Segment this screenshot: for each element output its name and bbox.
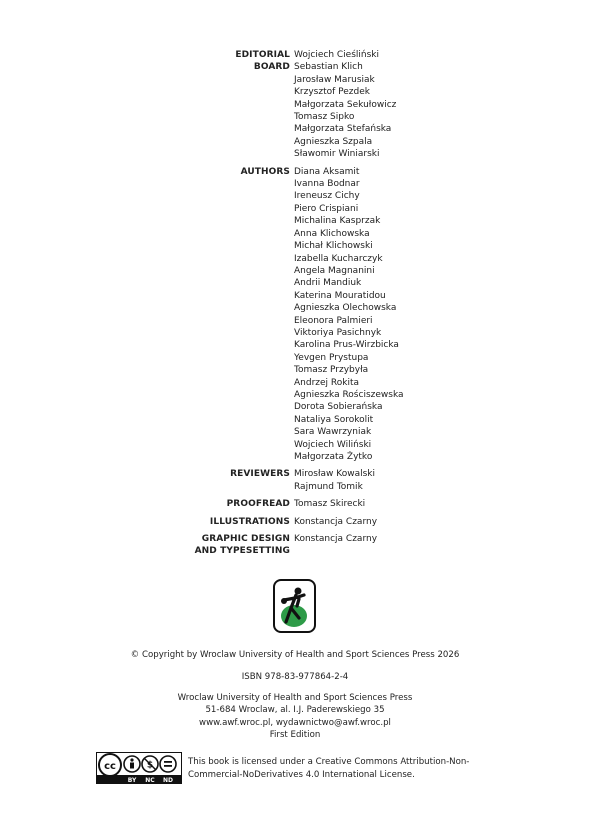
- credit-section: [0, 533, 590, 558]
- credits-block: [0, 49, 590, 563]
- person-name: Ivanna Bodnar: [294, 179, 360, 190]
- person-name: Agnieszka Rościszewska: [294, 389, 404, 400]
- cc-icon: [99, 754, 121, 776]
- person-name: Wojciech Wiliński: [294, 439, 372, 450]
- credit-section: [0, 516, 590, 528]
- section-label-line: AUTHORS: [240, 166, 290, 177]
- person-name: Rajmund Tomik: [294, 481, 363, 492]
- person-name: Karolina Prus-Wirzbicka: [294, 340, 399, 351]
- person-name: Eleonora Palmieri: [294, 315, 373, 326]
- person-name: Angela Magnanini: [294, 265, 375, 276]
- person-name: Jarosław Marusiak: [294, 74, 375, 85]
- by-icon: [124, 756, 140, 772]
- person-name: Tomasz Sipko: [294, 112, 355, 123]
- credit-section: [0, 49, 590, 161]
- edition-text: First Edition: [269, 729, 321, 740]
- section-label-line: AND TYPESETTING: [194, 546, 290, 557]
- person-name: Sławomir Winiarski: [294, 149, 380, 160]
- person-name: Konstancja Czarny: [294, 516, 378, 527]
- person-name: Małgorzata Żytko: [294, 452, 373, 462]
- person-name: Krzysztof Pezdek: [294, 87, 370, 98]
- person-name: Izabella Kucharczyk: [294, 253, 383, 264]
- person-name: Mirosław Kowalski: [294, 469, 375, 480]
- svg-text:ND: ND: [162, 777, 174, 784]
- person-name: Dorota Sobierańska: [294, 402, 383, 413]
- credit-section: [0, 498, 590, 510]
- license-line-2: Commercial-NoDerivatives 4.0 International License.: [188, 769, 415, 780]
- section-label-line: BOARD: [253, 62, 290, 73]
- person-name: Piero Crispiani: [294, 203, 359, 214]
- nd-icon: [160, 756, 176, 772]
- person-name: Katerina Mouratidou: [294, 290, 386, 301]
- person-name: Agnieszka Szpala: [294, 136, 373, 147]
- cc-license-badge: [96, 752, 182, 784]
- section-label: [0, 498, 294, 510]
- section-label: [0, 468, 294, 493]
- license-text: [188, 756, 518, 781]
- section-label: [0, 166, 294, 464]
- press-name: Wroclaw University of Health and Sport Sciences Press: [177, 693, 413, 703]
- person-name: Michał Klichowski: [294, 241, 373, 252]
- svg-text:cc: cc: [104, 761, 116, 772]
- person-name: Andrii Mandiuk: [294, 278, 362, 289]
- nc-icon: [142, 756, 158, 772]
- person-name: Michalina Kasprzak: [294, 216, 381, 227]
- person-name: Małgorzata Sekułowicz: [294, 99, 397, 110]
- section-label-line: GRAPHIC DESIGN: [201, 534, 290, 545]
- person-name: Diana Aksamit: [294, 166, 360, 177]
- person-name: Nataliya Sorokolit: [294, 414, 374, 425]
- person-name: Tomasz Skirecki: [294, 499, 366, 510]
- copyright-text: © Copyright by Wroclaw University of Health and Sport Sciences Press 2026: [130, 650, 460, 660]
- person-name: Agnieszka Olechowska: [294, 303, 397, 314]
- person-name: Ireneusz Cichy: [294, 191, 360, 202]
- svg-text:$: $: [146, 760, 154, 771]
- person-name: Wojciech Cieśliński: [294, 50, 379, 60]
- license-line-1: This book is licensed under a Creative Commons Attribution-Non-: [188, 757, 470, 767]
- isbn-text: ISBN 978-83-977864-2-4: [241, 672, 349, 682]
- section-label: [0, 533, 294, 558]
- person-name: Tomasz Przybyła: [294, 365, 369, 376]
- svg-text:NC: NC: [145, 777, 155, 784]
- press-info: [0, 692, 590, 741]
- person-name: Anna Klichowska: [294, 228, 370, 239]
- svg-text:BY: BY: [127, 777, 137, 784]
- credit-section: [0, 166, 590, 464]
- section-label-line: PROOFREAD: [226, 499, 290, 510]
- person-name: Andrzej Rokita: [294, 377, 360, 388]
- section-label-line: EDITORIAL: [235, 50, 290, 60]
- name-list: [294, 516, 377, 528]
- name-list: [294, 533, 377, 558]
- person-name: Sebastian Klich: [294, 62, 363, 73]
- person-name: Viktoriya Pasichnyk: [294, 327, 382, 338]
- name-list: [294, 498, 365, 510]
- person-name: Konstancja Czarny: [294, 534, 378, 545]
- name-list: [294, 49, 396, 161]
- name-list: [294, 468, 375, 493]
- publisher-logo: [271, 578, 319, 634]
- person-name: Małgorzata Stefańska: [294, 124, 392, 135]
- press-web: www.awf.wroc.pl, wydawnictwo@awf.wroc.pl: [199, 717, 391, 728]
- press-address: 51-684 Wroclaw, al. I.J. Paderewskiego 35: [205, 705, 385, 716]
- section-label-line: ILLUSTRATIONS: [209, 516, 290, 527]
- person-name: Yevgen Prystupa: [294, 352, 369, 363]
- credit-section: [0, 468, 590, 493]
- section-label: [0, 49, 294, 161]
- person-name: Sara Wawrzyniak: [294, 427, 372, 438]
- license-block: [96, 752, 516, 786]
- section-label-line: REVIEWERS: [230, 469, 290, 480]
- section-label: [0, 516, 294, 528]
- name-list: [294, 166, 404, 464]
